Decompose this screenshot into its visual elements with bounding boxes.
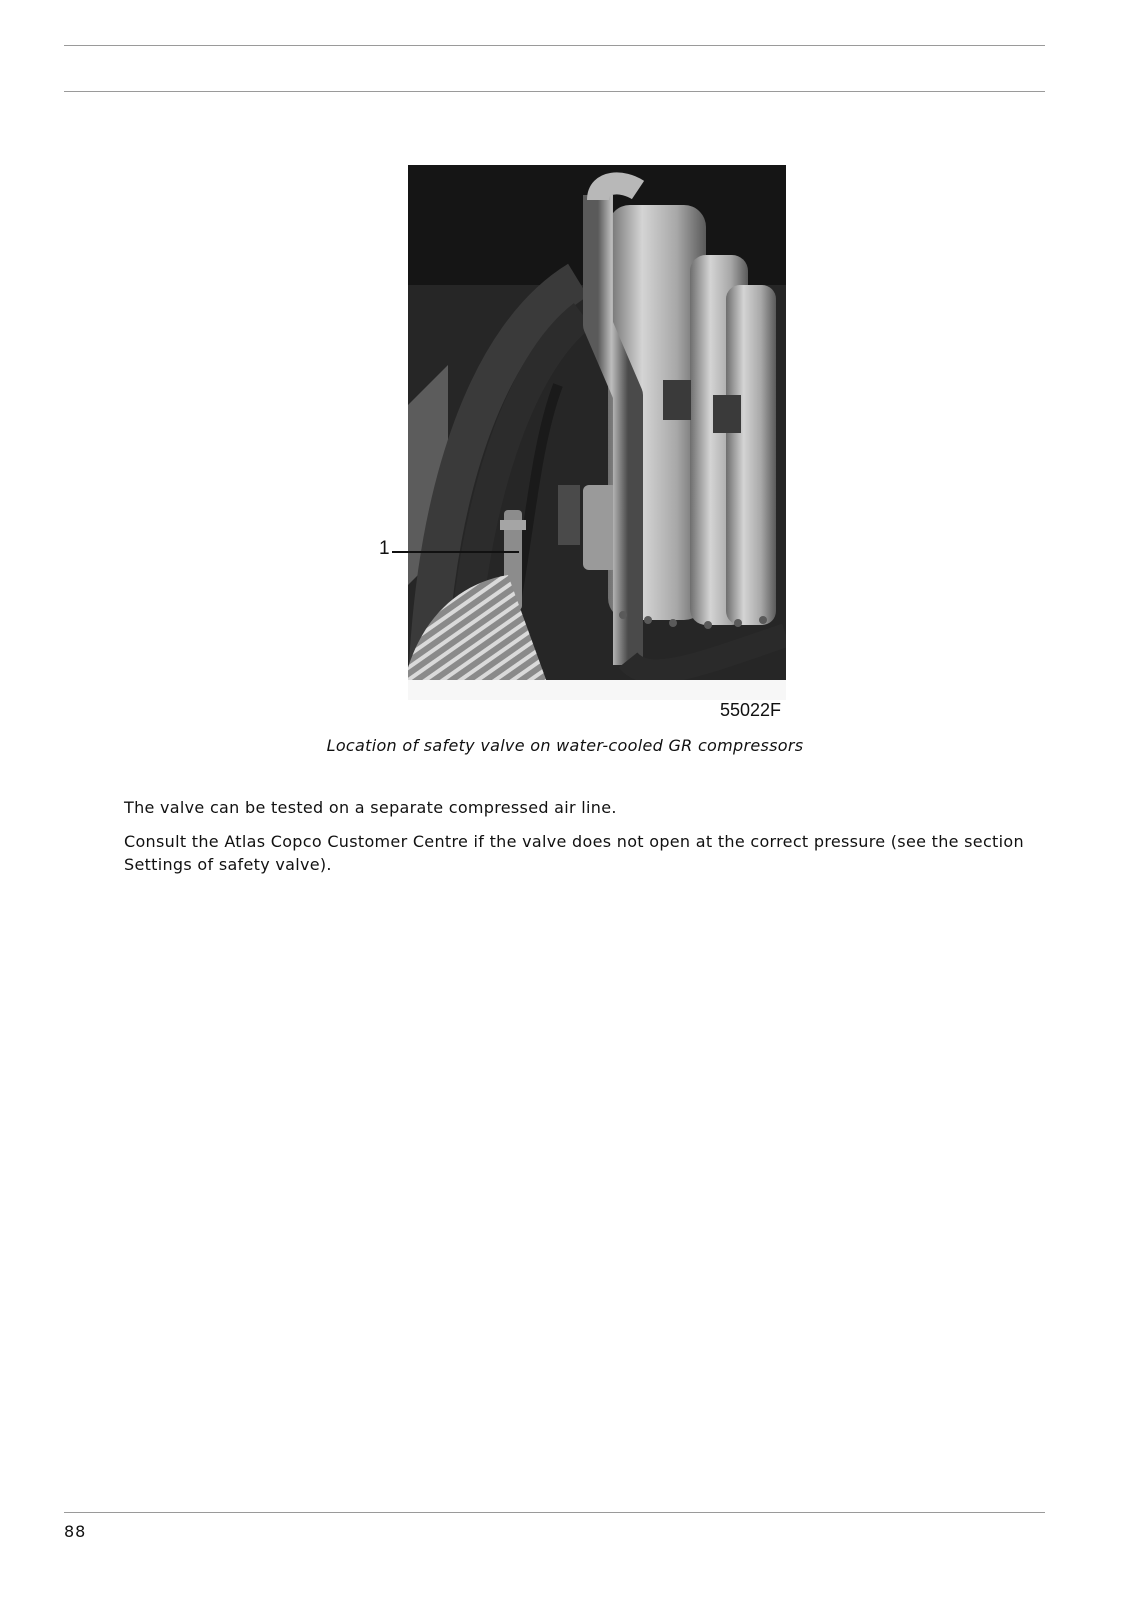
figure-code: 55022F [720, 700, 782, 720]
header-rule-bottom [64, 91, 1045, 92]
figure-caption: Location of safety valve on water-cooled GR compressors [326, 736, 804, 755]
footer-rule [64, 1512, 1045, 1513]
compressor-photo [408, 165, 786, 700]
paragraph-1: The valve can be tested on a separate compressed air line. [124, 798, 617, 817]
callout-leader-line [392, 551, 519, 553]
paragraph-2: Consult the Atlas Copco Customer Centre if the valve does not open at the correct pressure (see the section Settings of safety valve). [124, 832, 1024, 874]
callout-number: 1 [379, 538, 390, 559]
page-number: 88 [64, 1522, 87, 1541]
compressor-photo-drawing [408, 165, 786, 700]
header-rule-top [64, 45, 1045, 46]
